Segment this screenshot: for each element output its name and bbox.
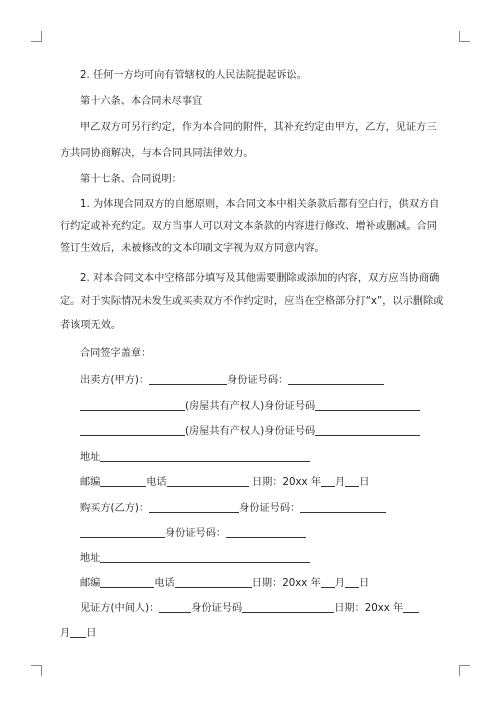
buyer-2-id-label: 身份证号码： bbox=[165, 528, 227, 539]
seller-day-blank[interactable] bbox=[345, 476, 359, 487]
witness-day-blank[interactable] bbox=[70, 627, 86, 638]
witness-month-blank-1[interactable] bbox=[403, 602, 419, 613]
article-17-item-1-line-2: 行约定或补充约定。双方当事人可以对文本条款的内容进行修改、增补或删减。合同 bbox=[60, 221, 437, 232]
coowner-2-name-blank[interactable] bbox=[80, 425, 185, 436]
buyer-name-blank[interactable] bbox=[149, 502, 239, 513]
seller-month-blank[interactable] bbox=[321, 476, 335, 487]
buyer-month-label: 月 bbox=[334, 578, 345, 589]
seller-address-label: 地址 bbox=[80, 452, 101, 463]
witness-id-label: 身份证号码 bbox=[191, 603, 243, 614]
buyer-postcode-blank[interactable] bbox=[100, 577, 154, 588]
buyer-address-line bbox=[80, 552, 310, 565]
coowner-2-id-label: (房屋共有产权人)身份证号码 bbox=[185, 426, 316, 437]
clause-lawsuit: 2. 任何一方均可向有管辖权的人民法院提起诉讼。 bbox=[80, 70, 307, 81]
article-17-item-1-line-3: 签订生效后，未被修改的文本印刷文字视为双方同意内容。 bbox=[60, 243, 325, 254]
coowner-line-1 bbox=[80, 400, 420, 413]
seller-month-label: 月 bbox=[335, 477, 346, 488]
article-16-line-1: 甲乙双方可另行约定，作为本合同的附件，其补充约定由甲方，乙方，见证方三 bbox=[80, 122, 437, 133]
buyer-second-line bbox=[80, 527, 306, 540]
buyer-contact-line bbox=[80, 577, 369, 590]
buyer-phone-blank[interactable] bbox=[175, 577, 252, 588]
article-17-item-1-line-1: 1. 为体现合同双方的自愿原则，本合同文本中相关条款后都有空白行，供双方自 bbox=[80, 199, 440, 210]
witness-date-continuation bbox=[60, 627, 96, 640]
seller-postcode-blank[interactable] bbox=[100, 476, 146, 487]
signature-title: 合同签字盖章： bbox=[80, 348, 152, 359]
buyer-2-name-blank[interactable] bbox=[80, 527, 165, 538]
buyer-address-blank[interactable] bbox=[100, 552, 310, 563]
article-17-item-2-line-1: 2. 对本合同文本中空格部分填写及其他需要删除或添加的内容，双方应当协商确 bbox=[80, 273, 440, 284]
coowner-1-id-label: (房屋共有产权人)身份证号码 bbox=[185, 401, 316, 412]
buyer-day-blank[interactable] bbox=[345, 577, 359, 588]
coowner-1-name-blank[interactable] bbox=[80, 400, 185, 411]
coowner-1-id-blank[interactable] bbox=[315, 400, 420, 411]
buyer-address-label: 地址 bbox=[80, 553, 101, 564]
seller-day-label: 日 bbox=[359, 477, 370, 488]
seller-label: 出卖方(甲方)： bbox=[80, 375, 150, 386]
crop-mark-bottom-left bbox=[31, 665, 42, 676]
crop-mark-top-left bbox=[31, 31, 42, 42]
seller-id-blank[interactable] bbox=[288, 374, 384, 385]
witness-id-blank[interactable] bbox=[242, 602, 334, 613]
buyer-day-label: 日 bbox=[358, 578, 370, 589]
article-17-item-2-line-2: 定。对于实际情况未发生或买卖双方不作约定时，应当在空格部分打“x”，以示删除或 bbox=[60, 296, 444, 307]
seller-contact-line bbox=[80, 476, 369, 489]
seller-address-blank[interactable] bbox=[100, 451, 310, 462]
seller-id-label: 身份证号码： bbox=[227, 375, 289, 386]
witness-month-label: 月 bbox=[60, 628, 71, 639]
crop-mark-bottom-right bbox=[459, 665, 470, 676]
seller-postcode-label: 邮编 bbox=[80, 477, 101, 488]
buyer-phone-label: 电话 bbox=[154, 578, 175, 589]
witness-label: 见证方(中间人)： bbox=[80, 603, 160, 614]
witness-day-label: 日 bbox=[86, 628, 97, 639]
seller-phone-blank[interactable] bbox=[167, 476, 249, 487]
article-17-title: 第十七条、合同说明： bbox=[80, 174, 182, 185]
seller-address-line bbox=[80, 451, 310, 464]
coowner-line-2 bbox=[80, 425, 420, 438]
article-16-title: 第十六条、本合同未尽事宜 bbox=[80, 96, 203, 107]
witness-line bbox=[80, 602, 419, 615]
buyer-label: 购买方(乙方)： bbox=[80, 503, 150, 514]
buyer-id-blank[interactable] bbox=[300, 502, 386, 513]
seller-phone-label: 电话 bbox=[146, 477, 167, 488]
buyer-2-id-blank[interactable] bbox=[226, 527, 306, 538]
buyer-postcode-label: 邮编 bbox=[80, 578, 101, 589]
buyer-line bbox=[80, 502, 386, 515]
seller-date-label: 日期：20xx 年 bbox=[252, 477, 322, 488]
witness-date-label: 日期：20xx 年 bbox=[334, 603, 404, 614]
coowner-2-id-blank[interactable] bbox=[315, 425, 420, 436]
buyer-id-label: 身份证号码： bbox=[239, 503, 301, 514]
witness-name-blank[interactable] bbox=[159, 602, 191, 613]
buyer-month-blank[interactable] bbox=[321, 577, 335, 588]
article-16-line-2: 方共同协商解决，与本合同具同法律效力。 bbox=[60, 148, 254, 159]
article-17-item-2-line-3: 者该项无效。 bbox=[60, 320, 122, 331]
seller-line bbox=[80, 374, 384, 387]
crop-mark-top-right bbox=[459, 31, 470, 42]
buyer-date-label: 日期：20xx 年 bbox=[251, 578, 321, 589]
seller-name-blank[interactable] bbox=[149, 374, 227, 385]
